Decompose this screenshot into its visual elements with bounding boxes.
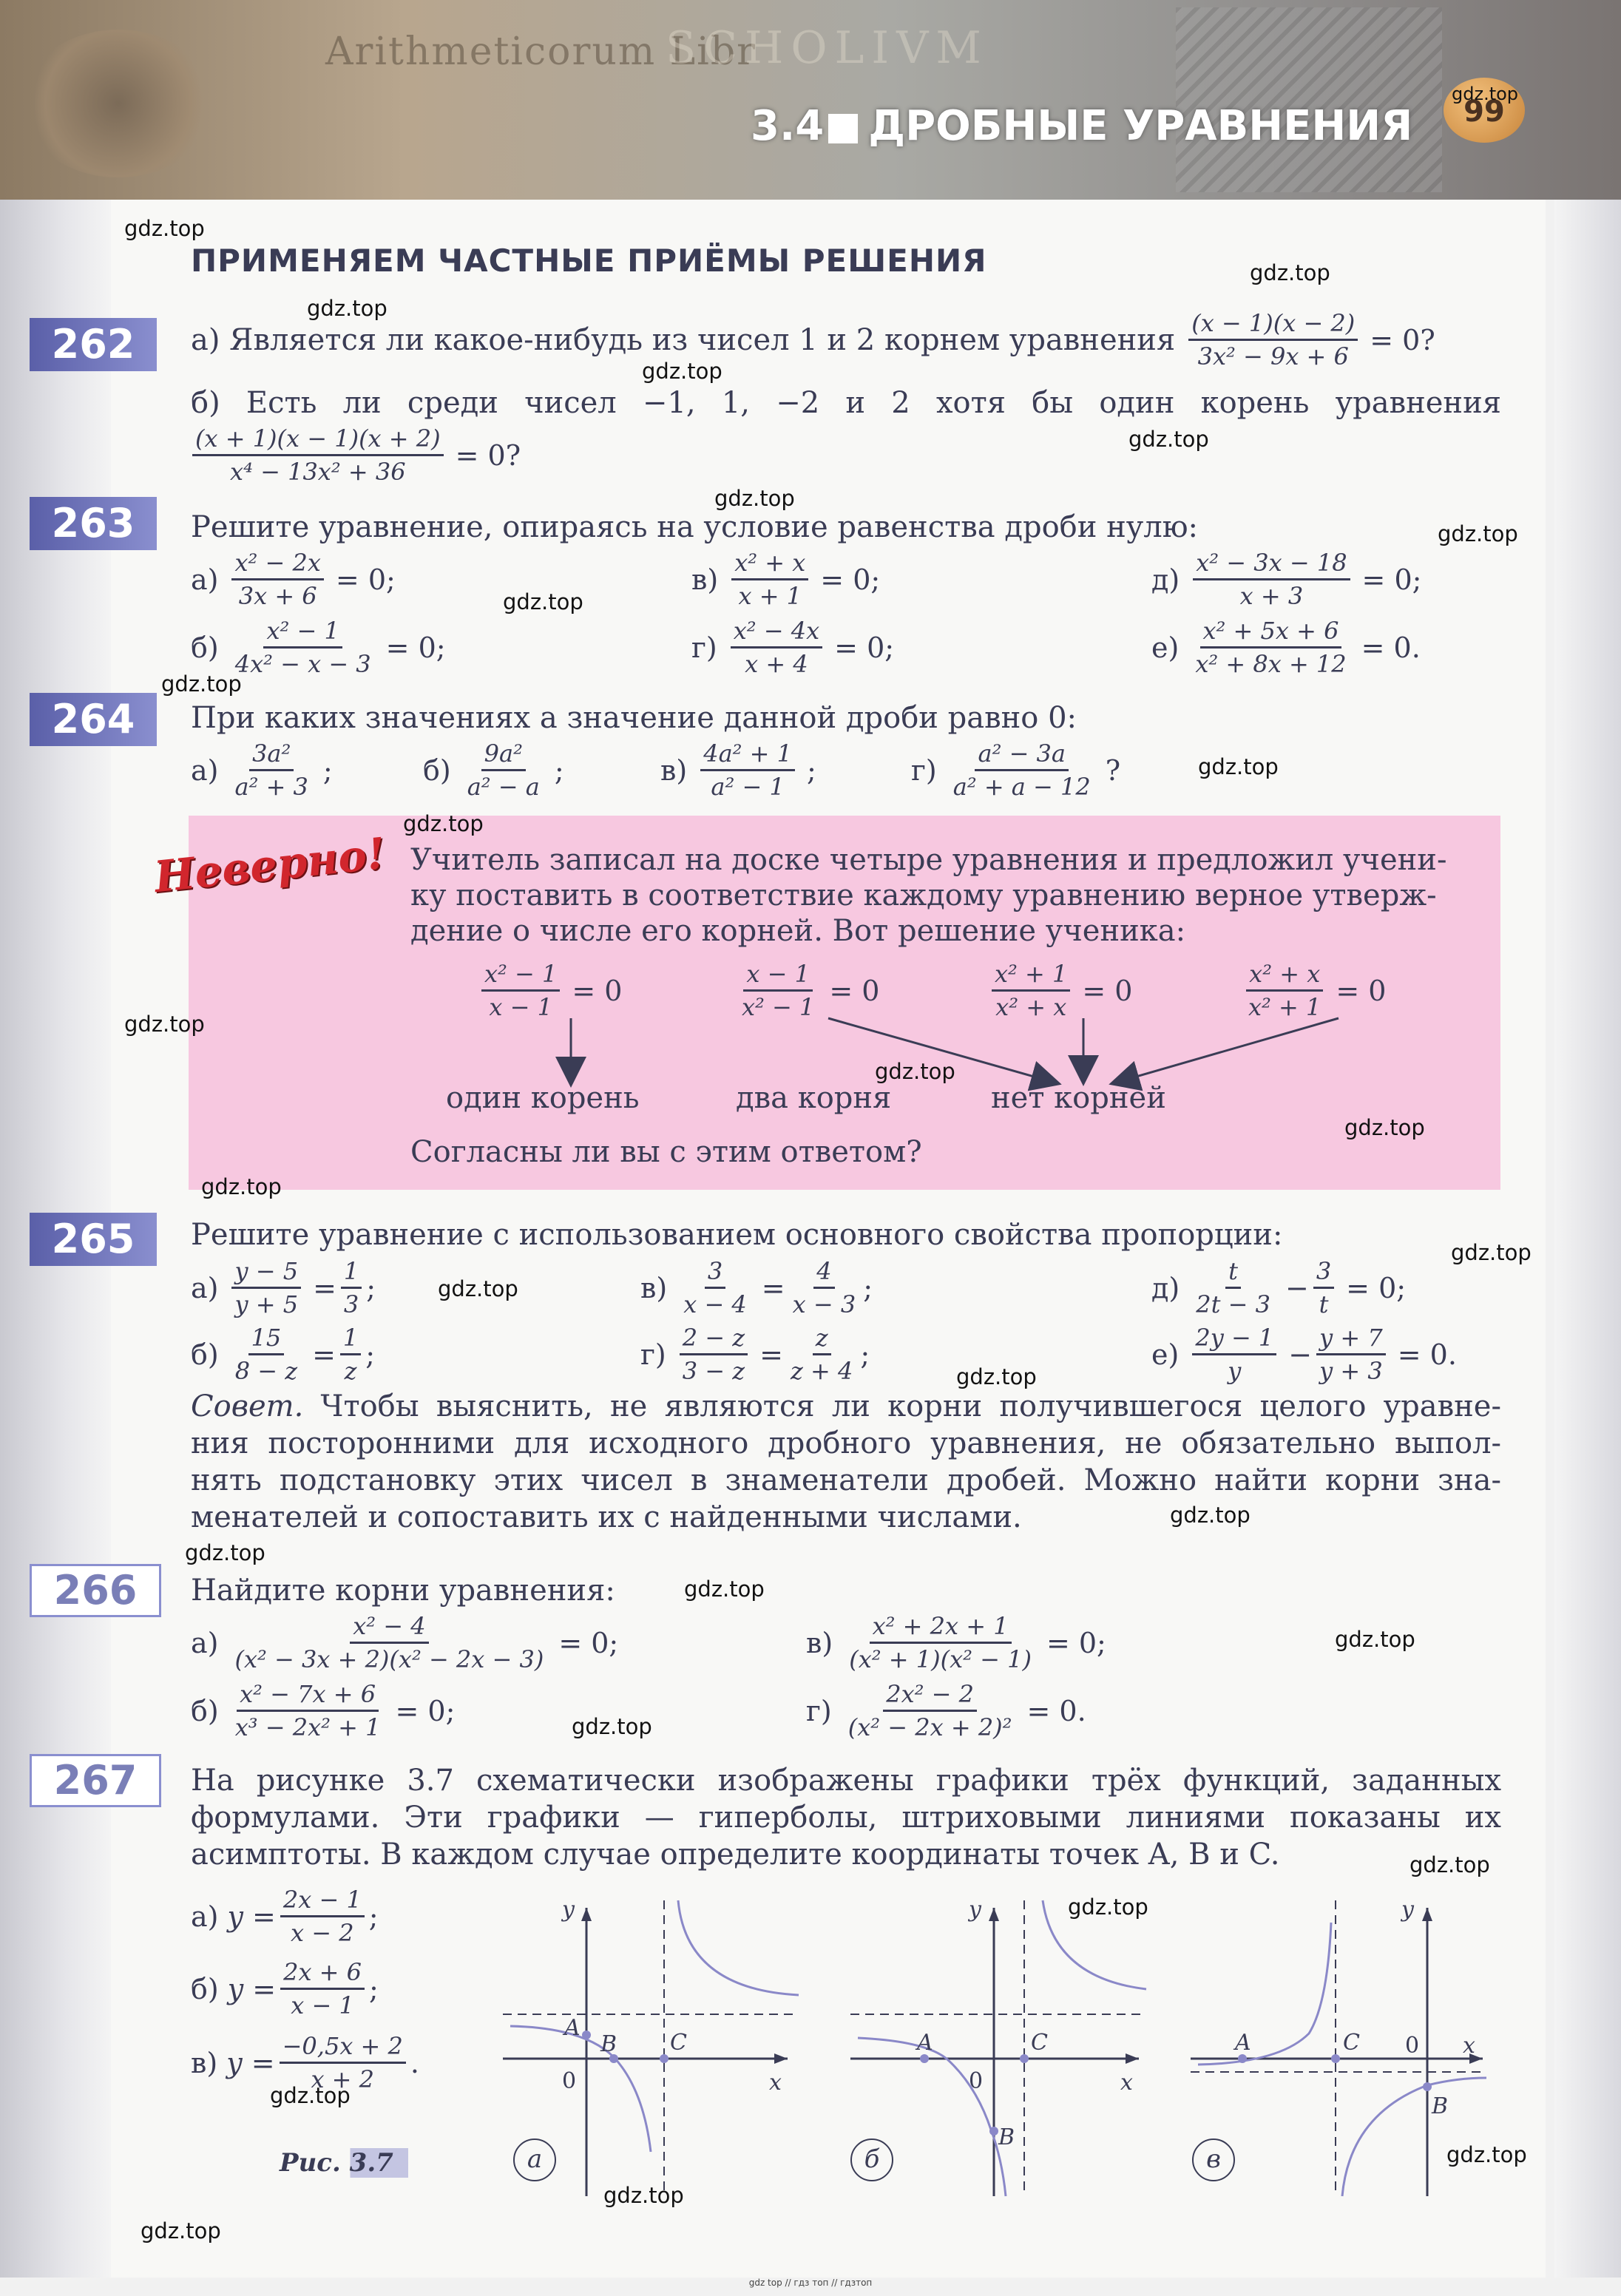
watermark: gdz.top: [1438, 521, 1518, 546]
wrong-equation: $\frac{\text{x² + x}}{\text{x² + 1}}$ = 0: [1241, 960, 1387, 1021]
problem-262a: а) Является ли какое-нибудь из чисел 1 и 2 корнем уравнения $\frac{(x - 1)(x - 2)}{\text{3x² − 9x + 6}}$ = 0?: [191, 309, 1435, 370]
origin-label: 0: [1405, 2033, 1420, 2059]
problem-264-item: г) $\frac{\text{a² − 3a}}{\text{a² + a − 12}}$ ?: [911, 739, 1121, 801]
banner-device-image: [1176, 7, 1442, 192]
problem-number-267: 267: [30, 1754, 161, 1807]
problem-267-formula: а) y = $\frac{2x - 1}{x - 2}$ ;: [191, 1886, 379, 1947]
watermark: gdz.top: [1335, 1627, 1415, 1652]
watermark: gdz.top: [1128, 427, 1209, 452]
problem-265-intro: Решите уравнение с использованием основного свойства пропорции:: [191, 1218, 1283, 1252]
fraction: $\frac{\text{x² − 1}}{x - 1}$: [481, 960, 560, 1021]
x-label: x: [1120, 2070, 1133, 2096]
wrong-text-line: дение о числе его корней. Вот решение ученика:: [410, 914, 1186, 948]
watermark: gdz.top: [124, 216, 205, 241]
problem-266-item: а) $\frac{\text{x² − 4}}{\text{(x² − 3x + 2)(x² − 2x − 3)}}$ = 0;: [191, 1612, 619, 1673]
fraction: $\frac{2 - z}{3 - z}$: [680, 1324, 748, 1385]
problem-263-item: д) $\frac{\text{x² − 3x − 18}}{x + 3}$ = 0;: [1151, 549, 1422, 610]
hyperbola-right-branch: [1342, 2078, 1486, 2196]
fraction: $\frac{\text{9a²}}{\text{a² − a}}$: [467, 739, 540, 801]
fraction: $\frac{\text{x² − 3x − 18}}{x + 3}$: [1193, 549, 1350, 610]
watermark: gdz.top: [1068, 1894, 1148, 1920]
watermark: gdz.top: [201, 1174, 282, 1199]
problem-265-item: б) $\frac{15}{8 - z}$ = $\frac{1}{z}$ ;: [191, 1324, 376, 1385]
watermark: gdz.top: [642, 359, 722, 384]
hyperbola-left-branch: [510, 2026, 651, 2152]
problem-number-262: 262: [30, 318, 157, 371]
problem-267-line: асимптоты. В каждом случае определите координаты точек A, B и C.: [191, 1838, 1280, 1872]
fraction: $\frac{2x - 1}{x - 2}$: [280, 1886, 365, 1947]
problem-267-line: На рисунке 3.7 схематически изображены графики трёх функций, заданных: [191, 1764, 1501, 1798]
banner-book-title: Arithmeticorum Libr: [325, 30, 757, 74]
origin-label: 0: [969, 2068, 984, 2094]
watermark: gdz.top: [270, 2083, 351, 2108]
fraction: $\frac{2y - 1}{y}$: [1192, 1324, 1276, 1385]
problem-264-item: в) $\frac{\text{4a² + 1}}{\text{a² − 1}}$ ;: [660, 739, 816, 801]
section-title: ПРИМЕНЯЕМ ЧАСТНЫЕ ПРИЁМЫ РЕШЕНИЯ: [191, 243, 987, 279]
footer: gdz top // гдз топ // гдзтоп: [748, 2278, 873, 2288]
fraction: $\frac{t}{2t - 3}$: [1196, 1257, 1270, 1318]
watermark: gdz.top: [141, 2218, 221, 2243]
page-number: 99: [1463, 95, 1505, 129]
watermark: gdz.top: [603, 2183, 684, 2208]
problem-266-item: в) $\frac{\text{x² + 2x + 1}}{\text{(x² + 1)(x² − 1)}}$ = 0;: [806, 1612, 1106, 1673]
fraction: $\frac{\text{3a²}}{\text{a² + 3}}$: [234, 739, 308, 801]
watermark: gdz.top: [438, 1276, 518, 1301]
fraction: $\frac{\text{x² + 1}}{\text{x² + x}}$: [992, 960, 1070, 1021]
fraction: $\frac{\text{x² + 2x + 1}}{\text{(x² + 1)(x² − 1)}}$: [849, 1612, 1032, 1673]
y-axis-arrow: [581, 1908, 592, 1921]
problem-263-item: б) $\frac{\text{x² − 1}}{\text{4x² − x − 3}}$ = 0;: [191, 617, 446, 678]
answer-two-roots: два корня: [736, 1081, 892, 1115]
fraction: $\frac{y - 5}{y + 5}$: [231, 1257, 301, 1318]
hyperbola-right-branch: [678, 1900, 799, 1995]
watermark: gdz.top: [403, 811, 484, 836]
watermark: gdz.top: [684, 1577, 765, 1602]
fraction: $\frac{z}{z + 4}$: [790, 1324, 853, 1385]
origin-label: 0: [562, 2068, 577, 2094]
panel-label-c: в: [1192, 2138, 1235, 2181]
problem-262b-text: б) Есть ли среди чисел −1, 1, −2 и 2 хотя бы один корень уравнения: [191, 386, 1501, 420]
point-c: [1020, 2054, 1029, 2063]
wrong-equation: $\frac{\text{x² − 1}}{x - 1}$ = 0: [477, 960, 623, 1021]
y-label: y: [1401, 1897, 1414, 1923]
x-axis-arrow: [1126, 2053, 1139, 2064]
fraction: $\frac{1}{z}$: [340, 1324, 361, 1385]
point-b: [1423, 2082, 1432, 2091]
y-label: y: [562, 1897, 575, 1923]
x-axis-arrow: [774, 2053, 788, 2064]
problem-number-266: 266: [30, 1564, 161, 1617]
label-a: A: [917, 2030, 933, 2056]
problem-number-264: 264: [30, 693, 157, 746]
advice-paragraph: [191, 1388, 1501, 1536]
point-c: [1331, 2054, 1340, 2063]
advice-line: нять подстановку этих чисел в знаменатели дробей. Можно найти корни зна-: [191, 1463, 1501, 1497]
fraction: $\frac{(x - 1)(x - 2)}{\text{3x² − 9x + 6}}$: [1188, 309, 1358, 370]
fraction: $\frac{2x + 6}{x - 1}$: [280, 1958, 365, 2019]
watermark: gdz.top: [161, 671, 242, 697]
fraction: $\frac{-0,5x + 2}{x + 2}$: [280, 2032, 406, 2093]
x-label: x: [769, 2070, 782, 2096]
fraction: $\frac{\text{x² − 1}}{\text{4x² − x − 3}}$: [234, 617, 371, 678]
problem-267-formula: в) y = $\frac{-0,5x + 2}{x + 2}$ .: [191, 2032, 419, 2093]
advice-line: ния посторонними для исходного дробного уравнения, не обязательно выпол-: [191, 1426, 1501, 1460]
banner-scholium: SCHOLIVM: [666, 22, 989, 74]
watermark: gdz.top: [1344, 1115, 1425, 1140]
fraction: $\frac{\text{x² − 2x}}{3x + 6}$: [231, 549, 323, 610]
watermark: gdz.top: [1198, 754, 1279, 779]
fraction: $\frac{3}{t}$: [1313, 1257, 1334, 1318]
problem-266-item: б) $\frac{\text{x² − 7x + 6}}{\text{x³ − 2x² + 1}}$ = 0;: [191, 1680, 456, 1741]
point-c: [660, 2054, 669, 2063]
fraction: $\frac{\text{x² + 5x + 6}}{\text{x² + 8x + 12}}$: [1195, 617, 1347, 678]
problem-263-intro: Решите уравнение, опираясь на условие равенства дроби нулю:: [191, 510, 1199, 544]
chapter-title: [751, 102, 1412, 150]
wrong-equation: $\frac{x - 1}{\text{x² − 1}}$ = 0: [734, 960, 880, 1021]
panel-label-a: а: [513, 2138, 556, 2181]
fraction: $\frac{15}{8 - z}$: [234, 1324, 298, 1385]
watermark: gdz.top: [1250, 260, 1330, 285]
problem-number-265: 265: [30, 1213, 157, 1266]
watermark: gdz.top: [956, 1364, 1037, 1389]
arrow-eq4-to-no-roots: [1113, 1018, 1339, 1083]
watermark: gdz.top: [714, 486, 795, 511]
label-b: B: [600, 2031, 617, 2057]
label-b: B: [1432, 2093, 1449, 2119]
fraction: $\frac{\text{x² − 4x}}{x + 4}$: [731, 617, 822, 678]
y-label: y: [969, 1897, 981, 1923]
banner-site-label: gdz.top: [1452, 84, 1519, 104]
problem-265-item: а) $\frac{y - 5}{y + 5}$ = $\frac{1}{3}$ ;: [191, 1257, 376, 1318]
fraction: $\frac{\text{2x² − 2}}{\text{(x² − 2x + 2)²}}$: [847, 1680, 1012, 1741]
problem-265-item: е) $\frac{2y - 1}{y}$ − $\frac{y + 7}{y + 3}$ = 0.: [1151, 1324, 1457, 1385]
fraction: $\frac{\text{x² − 4}}{\text{(x² − 3x + 2)(x² − 2x − 3)}}$: [234, 1612, 544, 1673]
problem-264-item: б) $\frac{\text{9a²}}{\text{a² − a}}$ ;: [423, 739, 564, 801]
watermark: gdz.top: [503, 589, 583, 614]
problem-267-text: [191, 1762, 1501, 1873]
advice-word: Совет.: [191, 1389, 304, 1423]
fraction: $\frac{3}{x - 4}$: [683, 1257, 747, 1318]
problem-number-263: 263: [30, 497, 157, 550]
advice-line: Совет. Чтобы выяснить, не являются ли корни получившегося целого уравне-: [191, 1389, 1501, 1423]
x-label: x: [1463, 2033, 1475, 2059]
hyperbola-left-branch: [1198, 1923, 1331, 2065]
wrong-text-line: ку поставить в соответствие каждому уравнению верное утверж-: [410, 878, 1437, 912]
fraction: $\frac{\text{4a² + 1}}{\text{a² − 1}}$: [700, 739, 795, 801]
watermark: gdz.top: [1170, 1503, 1251, 1528]
fraction: $\frac{(x + 1)(x - 1)(x + 2)}{\text{x⁴ − 13x² + 36}}$: [192, 424, 444, 486]
problem-263-item: г) $\frac{\text{x² − 4x}}{x + 4}$ = 0;: [691, 617, 895, 678]
label-a: A: [1235, 2030, 1251, 2056]
watermark: gdz.top: [185, 1540, 265, 1565]
label-b: B: [998, 2124, 1015, 2150]
problem-265-item: д) $\frac{t}{2t - 3}$ − $\frac{3}{t}$ = 0;: [1151, 1257, 1407, 1318]
problem-267-formula: б) y = $\frac{2x + 6}{x - 1}$ ;: [191, 1958, 379, 2019]
watermark: gdz.top: [124, 1012, 205, 1037]
fraction: $\frac{\text{x² + x}}{x + 1}$: [731, 549, 808, 610]
problem-266-item: г) $\frac{\text{2x² − 2}}{\text{(x² − 2x + 2)²}}$ = 0.: [806, 1680, 1086, 1741]
watermark: gdz.top: [307, 296, 388, 321]
wrong-logo: Неверно!: [152, 827, 388, 903]
problem-263-item: е) $\frac{\text{x² + 5x + 6}}{\text{x² + 8x + 12}}$ = 0.: [1151, 617, 1421, 678]
wrong-question: Согласны ли вы с этим ответом?: [410, 1135, 922, 1169]
label-a: A: [564, 2015, 581, 2041]
problem-262a-text: а) Является ли какое-нибудь из чисел 1 и 2 корнем уравнения: [191, 322, 1176, 357]
advice-line: менателей и сопоставить их с найденными числами.: [191, 1500, 1022, 1534]
problem-265-item: в) $\frac{3}{x - 4}$ = $\frac{4}{x - 3}$ ;: [640, 1257, 873, 1318]
wrong-equation: $\frac{\text{x² + 1}}{\text{x² + x}}$ = 0: [987, 960, 1133, 1021]
fraction: $\frac{\text{x² + x}}{\text{x² + 1}}$: [1245, 960, 1324, 1021]
square-icon: [828, 114, 858, 143]
watermark: gdz.top: [1410, 1852, 1490, 1877]
wrong-text-line: Учитель записал на доске четыре уравнения и предложил учени-: [410, 843, 1447, 877]
problem-263-item: а) $\frac{\text{x² − 2x}}{3x + 6}$ = 0;: [191, 549, 396, 610]
point-b: [989, 2127, 998, 2136]
problem-262b-equation: $\frac{(x + 1)(x - 1)(x + 2)}{\text{x⁴ − 13x² + 36}}$ = 0?: [188, 424, 521, 486]
fraction: $\frac{x - 1}{\text{x² − 1}}$: [742, 960, 815, 1021]
watermark: gdz.top: [1446, 2142, 1527, 2167]
problem-266-intro: Найдите корни уравнения:: [191, 1574, 615, 1608]
fraction: $\frac{y + 7}{y + 3}$: [1316, 1324, 1386, 1385]
problem-263-item: в) $\frac{\text{x² + x}}{x + 1}$ = 0;: [691, 549, 881, 610]
chapter-banner: [0, 0, 1621, 200]
fraction: $\frac{4}{x - 3}$: [792, 1257, 856, 1318]
graph-b: [850, 1893, 1161, 2204]
problem-265-item: г) $\frac{2 - z}{3 - z}$ = $\frac{z}{z + 4}$ ;: [640, 1324, 870, 1385]
chapter-number: 3.4: [751, 102, 825, 150]
problem-264-item: а) $\frac{\text{3a²}}{\text{a² + 3}}$ ;: [191, 739, 333, 801]
watermark: gdz.top: [572, 1714, 652, 1739]
banner-dome-image: [22, 30, 214, 177]
problem-264-intro: При каких значениях a значение данной дроби равно 0:: [191, 701, 1077, 735]
right-page-edge: [1554, 200, 1621, 2278]
answer-no-roots: нет корней: [991, 1081, 1166, 1115]
fraction: $\frac{1}{3}$: [341, 1257, 362, 1318]
chapter-name: ДРОБНЫЕ УРАВНЕНИЯ: [868, 102, 1413, 150]
label-c: C: [670, 2030, 687, 2056]
y-axis-arrow: [1422, 1908, 1432, 1921]
point-a: [582, 2031, 591, 2039]
label-c: C: [1031, 2030, 1048, 2056]
figure-caption: Рис. 3.7: [280, 2148, 408, 2178]
answer-one-root: один корень: [446, 1081, 640, 1115]
fraction: $\frac{\text{x² − 7x + 6}}{\text{x³ − 2x² + 1}}$: [234, 1680, 381, 1741]
y-axis-arrow: [989, 1908, 999, 1921]
fraction: $\frac{\text{a² − 3a}}{\text{a² + a − 12}}$: [952, 739, 1091, 801]
watermark: gdz.top: [875, 1059, 955, 1084]
panel-label-b: б: [850, 2138, 893, 2181]
problem-267-line: формулами. Эти графики — гиперболы, штриховыми линиями показаны их: [191, 1801, 1501, 1835]
label-c: C: [1343, 2030, 1360, 2056]
watermark: gdz.top: [1451, 1240, 1532, 1265]
